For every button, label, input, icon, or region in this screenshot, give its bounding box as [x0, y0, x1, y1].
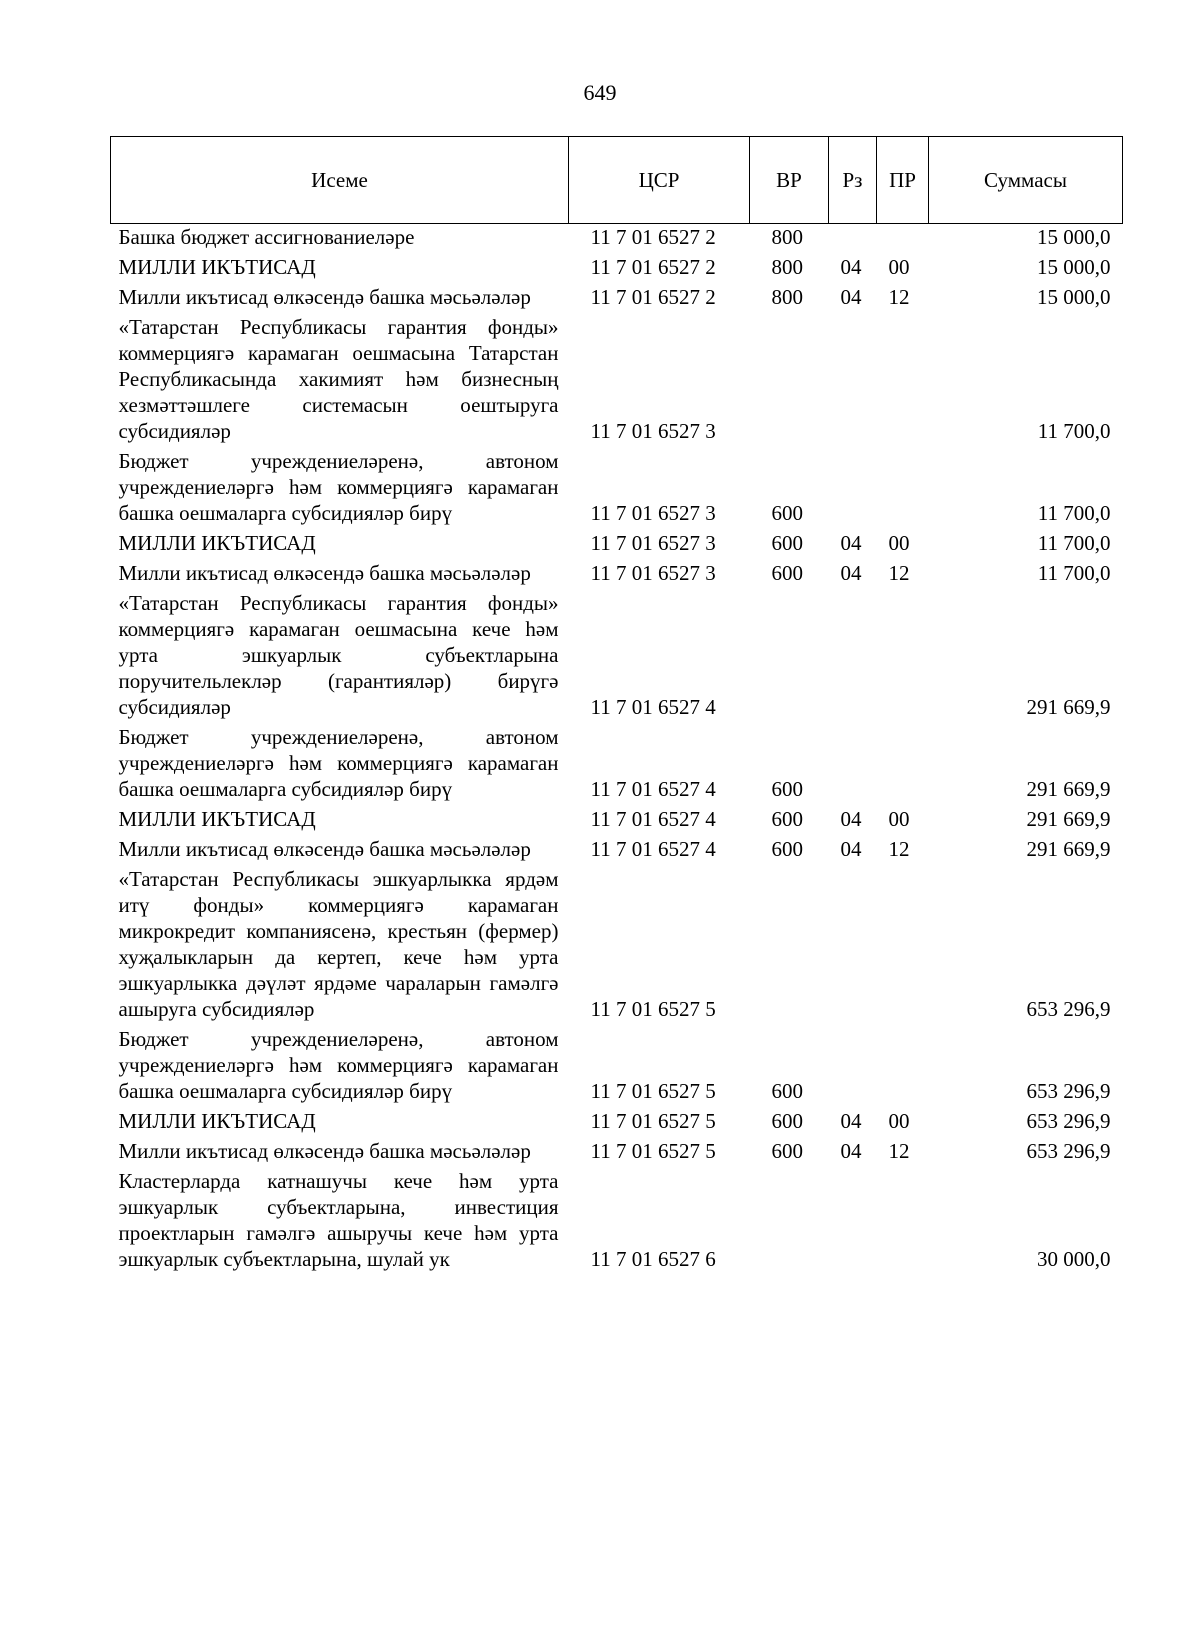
cell-vr: 600: [771, 1079, 803, 1103]
cell-csr: 11 7 01 6527 4: [590, 837, 716, 861]
table-body: [111, 224, 1123, 1275]
cell-name: Бюджет учреждениеләренә, автоном учреждениеләргә һәм коммерциягә карамаган башка оешмаларга субсидияләр бирү: [118, 725, 559, 801]
cell-pr: 00: [888, 1109, 910, 1133]
cell-sum: 291 669,9: [1026, 777, 1111, 801]
cell-vr: 600: [771, 777, 803, 801]
cell-vr: 600: [771, 561, 803, 585]
cell-pr: 12: [888, 837, 910, 861]
cell-name: МИЛЛИ ИКЪТИСАД: [118, 1109, 316, 1133]
header-sum: Суммасы: [929, 137, 1123, 224]
cell-pr: 12: [888, 285, 910, 309]
cell-rz: 04: [840, 1139, 862, 1163]
cell-vr: 600: [771, 501, 803, 525]
cell-sum: 11 700,0: [1037, 561, 1111, 585]
table-row: [111, 224, 1123, 253]
cell-pr: [877, 722, 929, 804]
cell-csr: 11 7 01 6527 5: [590, 1139, 716, 1163]
cell-vr: 600: [771, 807, 803, 831]
cell-csr: 11 7 01 6527 4: [590, 695, 716, 719]
cell-rz: 04: [840, 531, 862, 555]
cell-csr: 11 7 01 6527 3: [590, 531, 716, 555]
cell-pr: [877, 1166, 929, 1274]
cell-pr: 12: [888, 1139, 910, 1163]
cell-csr: 11 7 01 6527 3: [590, 501, 716, 525]
table-row: [111, 1106, 1123, 1136]
cell-rz: 04: [840, 255, 862, 279]
cell-sum: 291 669,9: [1026, 807, 1111, 831]
cell-csr: 11 7 01 6527 2: [590, 255, 716, 279]
header-csr: ЦСР: [569, 137, 750, 224]
cell-csr: 11 7 01 6527 6: [590, 1247, 716, 1271]
header-name: Исеме: [111, 137, 569, 224]
cell-vr: 800: [771, 285, 803, 309]
table-row: [111, 722, 1123, 804]
table-row: [111, 312, 1123, 446]
cell-name: Бюджет учреждениеләренә, автоном учреждениеләргә һәм коммерциягә карамаган башка оешмаларга субсидияләр бирү: [118, 1027, 559, 1103]
cell-vr: 600: [771, 837, 803, 861]
table-row: [111, 1024, 1123, 1106]
cell-sum: 653 296,9: [1026, 997, 1111, 1021]
cell-name: Милли икътисад өлкәсендә башка мәсьәләләр: [118, 561, 531, 585]
cell-csr: 11 7 01 6527 2: [590, 285, 716, 309]
table-row: [111, 1136, 1123, 1166]
table-row: [111, 588, 1123, 722]
cell-vr: [750, 312, 829, 446]
cell-name: Милли икътисад өлкәсендә башка мәсьәләләр: [118, 285, 531, 309]
cell-csr: 11 7 01 6527 3: [590, 419, 716, 443]
cell-name: Кластерларда катнашучы кече һәм урта эшкуарлык субъектларына, инвестиция проектларын гамәлгә ашыручы кече һәм урта эшкуарлык субъектларына, шулай ук: [118, 1169, 559, 1271]
cell-sum: 11 700,0: [1037, 419, 1111, 443]
budget-table: [110, 136, 1123, 1274]
cell-rz: [829, 588, 877, 722]
cell-csr: 11 7 01 6527 5: [590, 1079, 716, 1103]
cell-csr: 11 7 01 6527 3: [590, 561, 716, 585]
cell-name: МИЛЛИ ИКЪТИСАД: [118, 807, 316, 831]
cell-rz: 04: [840, 837, 862, 861]
table-row: [111, 528, 1123, 558]
cell-sum: 291 669,9: [1026, 837, 1111, 861]
cell-rz: [829, 1024, 877, 1106]
cell-pr: 12: [888, 561, 910, 585]
cell-pr: 00: [888, 255, 910, 279]
page-number: 649: [583, 80, 617, 105]
cell-csr: 11 7 01 6527 5: [590, 997, 716, 1021]
cell-sum: 11 700,0: [1037, 531, 1111, 555]
table-header: [111, 137, 1123, 224]
cell-sum: 653 296,9: [1026, 1079, 1111, 1103]
cell-pr: [877, 588, 929, 722]
cell-vr: 600: [771, 1139, 803, 1163]
cell-rz: [829, 224, 877, 253]
cell-sum: 15 000,0: [1037, 285, 1111, 309]
cell-rz: [829, 312, 877, 446]
cell-csr: 11 7 01 6527 2: [590, 225, 716, 249]
cell-name: Бюджет учреждениеләренә, автоном учреждениеләргә һәм коммерциягә карамаган башка оешмаларга субсидияләр бирү: [118, 449, 559, 525]
cell-pr: [877, 312, 929, 446]
cell-sum: 653 296,9: [1026, 1109, 1111, 1133]
cell-sum: 291 669,9: [1026, 695, 1111, 719]
cell-rz: [829, 446, 877, 528]
table-row: [111, 834, 1123, 864]
cell-pr: [877, 1024, 929, 1106]
cell-vr: 600: [771, 531, 803, 555]
cell-name: МИЛЛИ ИКЪТИСАД: [118, 531, 316, 555]
table-row: [111, 804, 1123, 834]
cell-pr: [877, 446, 929, 528]
cell-vr: [750, 588, 829, 722]
cell-sum: 15 000,0: [1037, 225, 1111, 249]
cell-csr: 11 7 01 6527 4: [590, 777, 716, 801]
cell-name: «Татарстан Республикасы гарантия фонды» коммерциягә карамаган оешмасына кече һәм урта эшкуарлык субъектларына поручительлекләр (гарантияләр) бирүгә субсидияләр: [118, 591, 559, 719]
cell-pr: 00: [888, 531, 910, 555]
cell-name: «Татарстан Республикасы эшкуарлыкка ярдәм итү фонды» коммерциягә карамаган микрокредит компаниясенә, крестьян (фермер) хуҗалыкларын да кертеп, кече һәм урта эшкуарлыкка дәүләт ярдәме чараларын гамәлгә ашыруга субсидияләр: [118, 867, 559, 1021]
cell-vr: 800: [771, 225, 803, 249]
cell-name: Милли икътисад өлкәсендә башка мәсьәләләр: [118, 1139, 531, 1163]
header-vr: ВР: [750, 137, 829, 224]
cell-rz: [829, 1166, 877, 1274]
cell-csr: 11 7 01 6527 4: [590, 807, 716, 831]
cell-vr: 600: [771, 1109, 803, 1133]
table-row: [111, 446, 1123, 528]
cell-rz: 04: [840, 561, 862, 585]
cell-rz: [829, 864, 877, 1024]
cell-name: «Татарстан Республикасы гарантия фонды» коммерциягә карамаган оешмасына Татарстан Республикасында хакимият һәм бизнесның хезмәттәшлеге системасын оештыруга субсидияләр: [118, 315, 559, 443]
cell-rz: 04: [840, 807, 862, 831]
cell-vr: 800: [771, 255, 803, 279]
cell-pr: [877, 224, 929, 253]
cell-name: МИЛЛИ ИКЪТИСАД: [118, 255, 316, 279]
table-row: [111, 558, 1123, 588]
cell-sum: 15 000,0: [1037, 255, 1111, 279]
cell-name: Милли икътисад өлкәсендә башка мәсьәләләр: [118, 837, 531, 861]
cell-pr: 00: [888, 807, 910, 831]
cell-csr: 11 7 01 6527 5: [590, 1109, 716, 1133]
header-rz: Рз: [829, 137, 877, 224]
cell-rz: [829, 722, 877, 804]
cell-rz: 04: [840, 1109, 862, 1133]
table-row: [111, 1166, 1123, 1274]
cell-rz: 04: [840, 285, 862, 309]
cell-sum: 30 000,0: [1037, 1247, 1111, 1271]
header-pr: ПР: [877, 137, 929, 224]
cell-sum: 11 700,0: [1037, 501, 1111, 525]
table-row: [111, 864, 1123, 1024]
cell-vr: [750, 1166, 829, 1274]
cell-vr: [750, 864, 829, 1024]
cell-sum: 653 296,9: [1026, 1139, 1111, 1163]
table-row: [111, 252, 1123, 282]
cell-pr: [877, 864, 929, 1024]
cell-name: Башка бюджет ассигнованиеләре: [118, 225, 415, 249]
table-row: [111, 282, 1123, 312]
